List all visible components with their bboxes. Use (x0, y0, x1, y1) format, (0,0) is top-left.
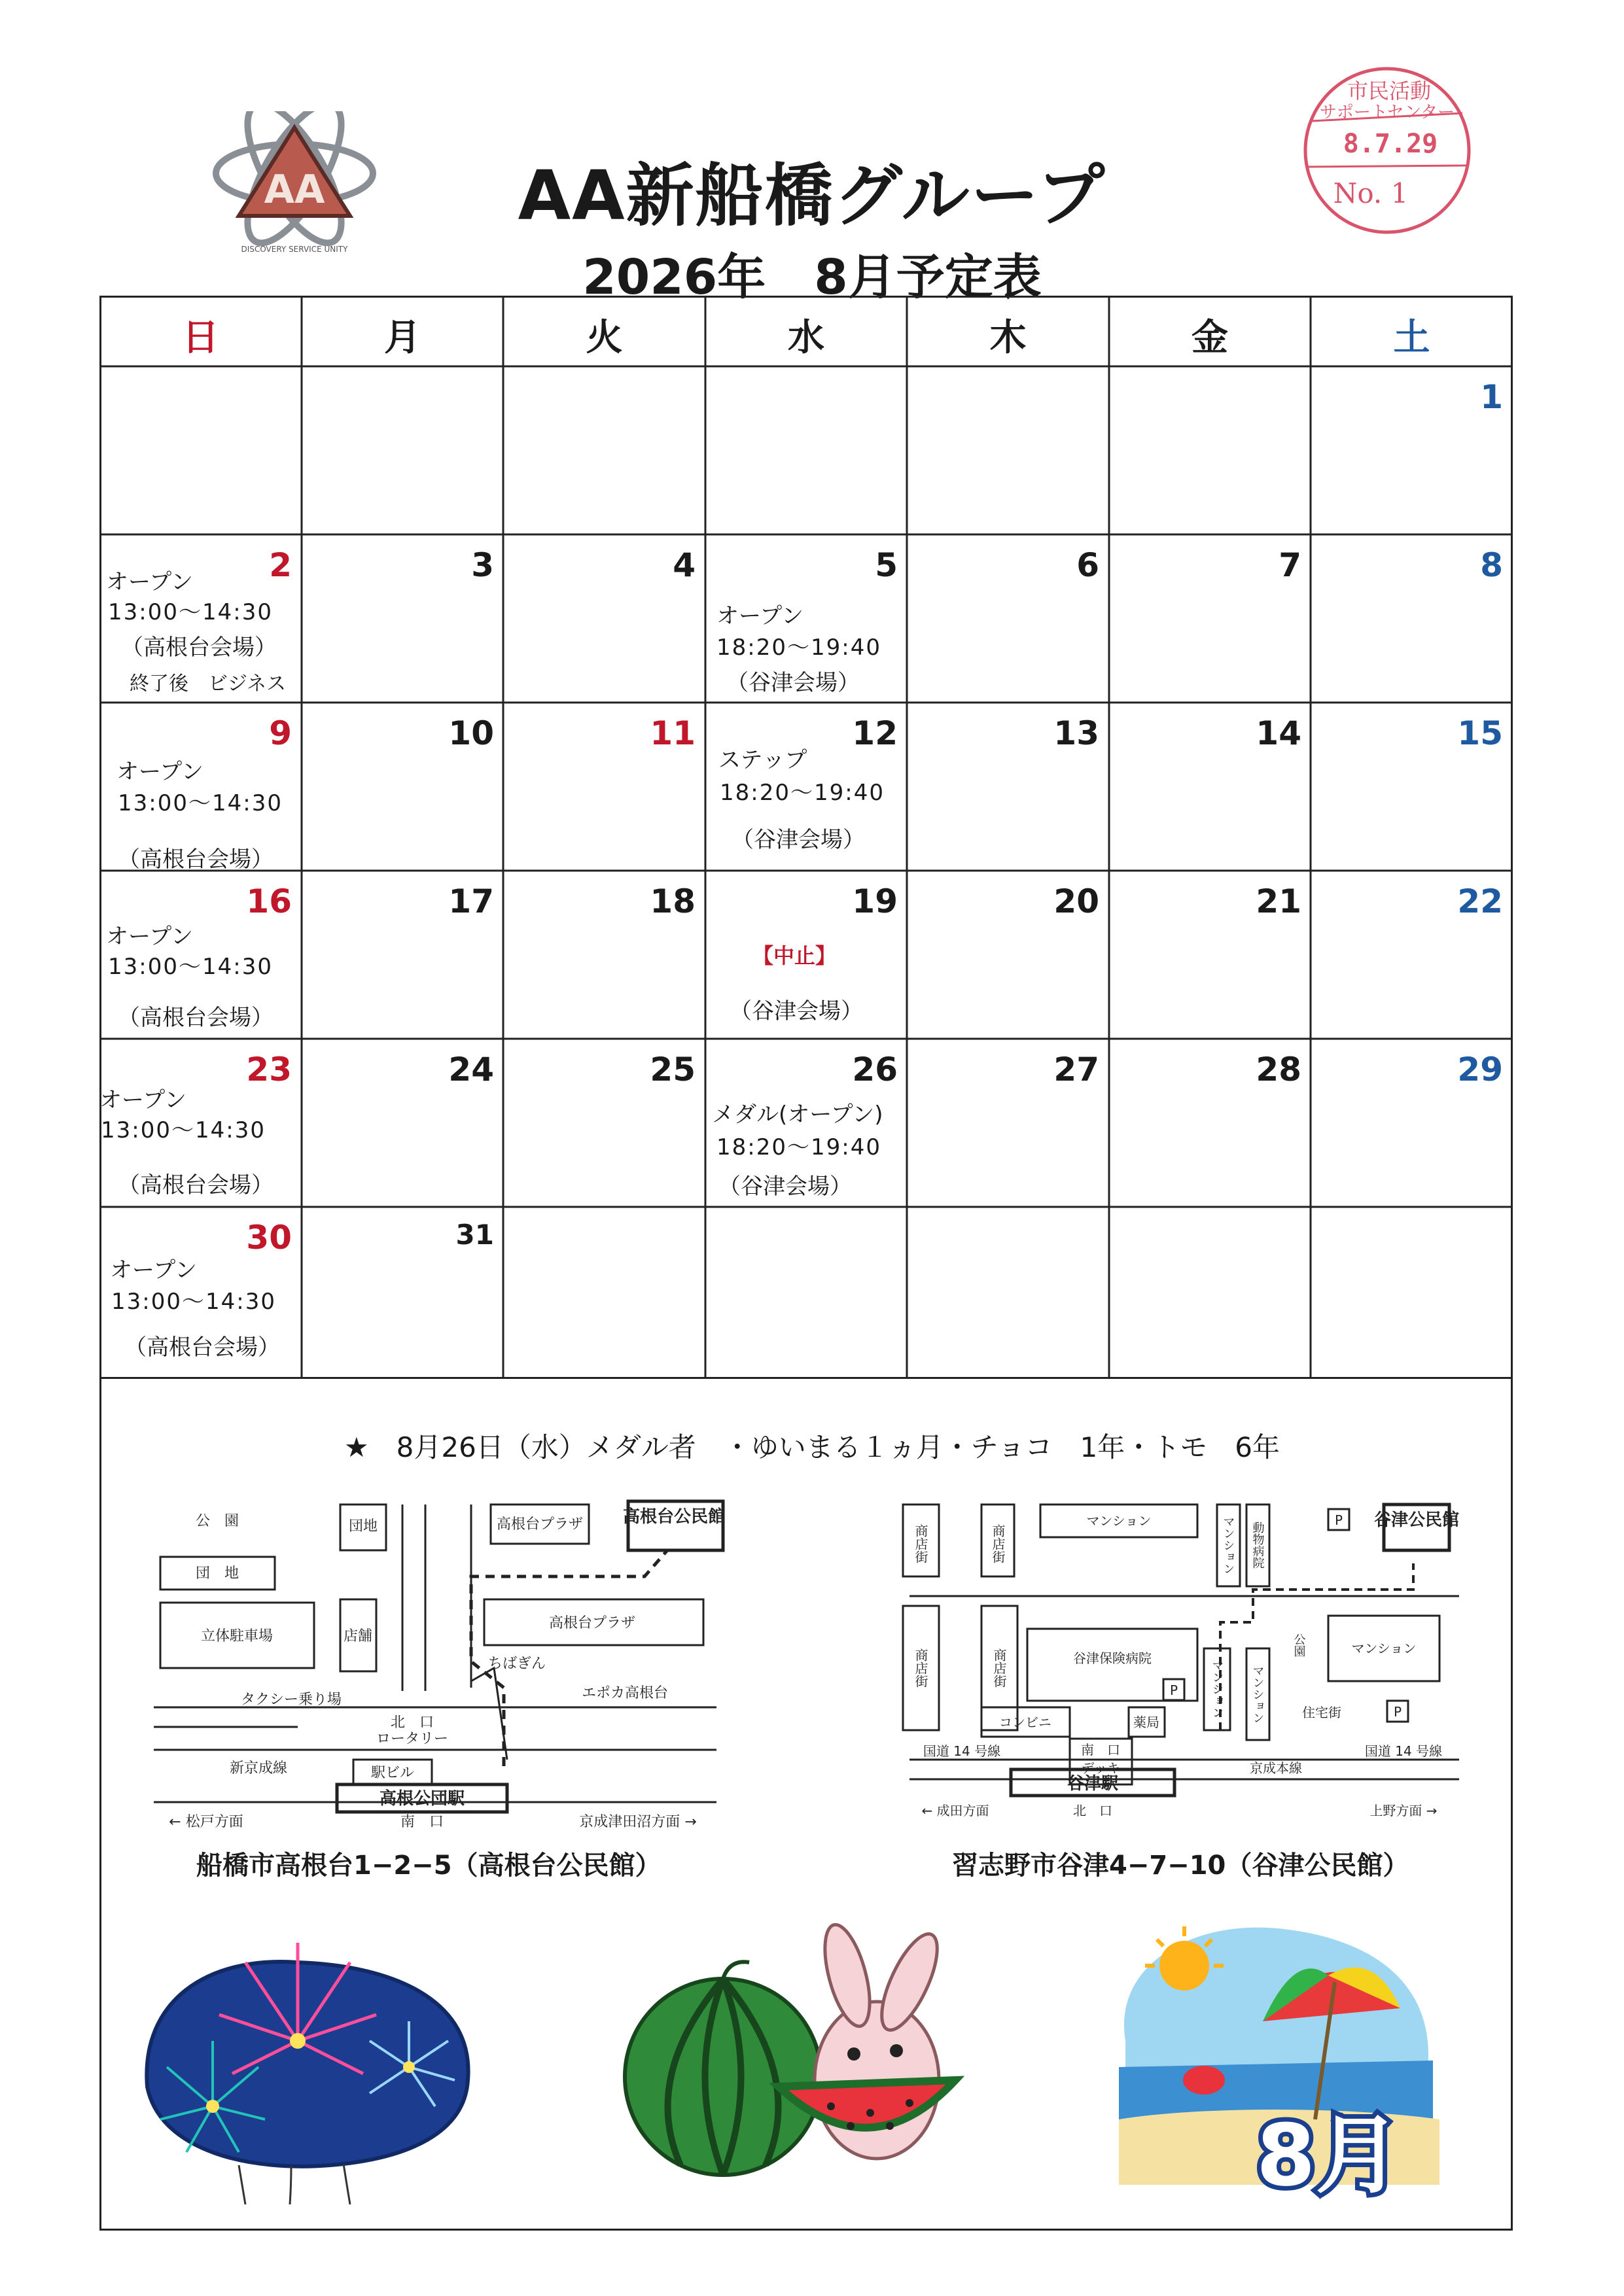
day-number: 21 (1256, 882, 1301, 920)
page-subtitle: 2026年 8月予定表 (582, 249, 1042, 305)
weekday-tue: 火 (586, 317, 623, 359)
svg-text:店舗: 店舗 (343, 1628, 373, 1644)
day-number: 18 (650, 882, 696, 920)
event-time: 18:20～19:40 (716, 635, 881, 661)
day-number: 15 (1457, 714, 1503, 752)
svg-text:← 成田方面: ← 成田方面 (921, 1803, 989, 1818)
weekday-thu: 木 (989, 317, 1027, 359)
day-number: 28 (1256, 1051, 1301, 1088)
day-number: 30 (246, 1219, 292, 1257)
weekday-sat: 土 (1393, 317, 1430, 359)
svg-text:マンション: マンション (1210, 1660, 1224, 1718)
day-number: 31 (455, 1219, 494, 1251)
svg-text:マンション: マンション (1250, 1665, 1265, 1724)
event-venue: （高根台会場） (118, 1005, 274, 1031)
fireworks-illustration (134, 1917, 487, 2204)
svg-text:AA: AA (264, 167, 325, 213)
reception-stamp (1292, 62, 1482, 239)
event-name: オープン (116, 759, 203, 785)
map-yatsu (896, 1491, 1466, 1832)
svg-text:国道 14 号線: 国道 14 号線 (923, 1743, 1001, 1759)
svg-text:商店街: 商店街 (913, 1648, 928, 1688)
svg-text:マンション: マンション (1086, 1513, 1152, 1529)
event-cancelled-badge: 【中止】 (752, 943, 837, 968)
svg-text:ちばぎん: ちばぎん (487, 1656, 546, 1672)
event-time: 13:00～14:30 (108, 954, 273, 980)
day-number: 10 (448, 714, 494, 752)
weekday-mon: 月 (384, 317, 421, 359)
event-name: オープン (106, 569, 193, 595)
svg-text:No. 1: No. 1 (1333, 177, 1409, 209)
day-number: 8 (1480, 546, 1503, 584)
svg-text:薬局: 薬局 (1133, 1714, 1159, 1730)
svg-text:立体駐車場: 立体駐車場 (200, 1628, 274, 1644)
svg-text:商店街: 商店街 (990, 1524, 1006, 1563)
event-time: 13:00～14:30 (101, 1117, 266, 1143)
svg-text:谷津保険病院: 谷津保険病院 (1073, 1650, 1152, 1666)
svg-text:高根台プラザ: 高根台プラザ (496, 1516, 584, 1533)
svg-text:公園: 公園 (1292, 1633, 1306, 1657)
svg-text:ロータリー: ロータリー (376, 1731, 449, 1747)
day-number: 20 (1053, 882, 1099, 920)
svg-text:マンション: マンション (1351, 1641, 1417, 1656)
event-name: メダル(オープン) (712, 1102, 883, 1128)
event-venue: （谷津会場） (732, 827, 865, 853)
day-number: 24 (448, 1051, 494, 1088)
event-venue: （谷津会場） (726, 670, 860, 696)
day-number: 9 (269, 714, 292, 752)
event-venue: （谷津会場） (718, 1174, 852, 1200)
svg-text:新京成線: 新京成線 (229, 1760, 288, 1777)
svg-text:高根公団駅: 高根公団駅 (379, 1789, 465, 1809)
svg-text:団地: 団地 (348, 1518, 378, 1535)
day-number: 29 (1457, 1051, 1503, 1088)
svg-text:南 口: 南 口 (400, 1814, 444, 1830)
day-number: 19 (852, 882, 898, 920)
event-venue: （高根台会場） (118, 846, 274, 873)
day-number: 25 (650, 1051, 696, 1088)
weekday-sun: 日 (182, 317, 219, 359)
day-number: 11 (650, 714, 696, 752)
event-name: オープン (106, 924, 193, 950)
event-time: 13:00～14:30 (111, 1289, 276, 1315)
day-number: 12 (852, 714, 898, 752)
watermelon-rabbit-illustration (615, 1917, 981, 2204)
svg-text:谷津公民館: 谷津公民館 (1373, 1510, 1460, 1530)
day-number: 4 (673, 546, 696, 584)
svg-text:上野方面 →: 上野方面 → (1369, 1803, 1438, 1818)
svg-text:P: P (1169, 1682, 1178, 1698)
day-number: 23 (246, 1051, 292, 1088)
svg-text:マンション: マンション (1221, 1516, 1235, 1574)
svg-text:公 園: 公 園 (195, 1513, 239, 1529)
svg-text:8月: 8月 (1256, 2106, 1401, 2204)
event-name: オープン (99, 1087, 186, 1113)
day-number: 22 (1457, 882, 1503, 920)
svg-text:高根台公民館: 高根台公民館 (622, 1507, 726, 1527)
svg-text:タクシー乗り場: タクシー乗り場 (240, 1692, 342, 1708)
svg-text:京成本線: 京成本線 (1250, 1760, 1302, 1776)
day-number: 13 (1053, 714, 1099, 752)
day-number: 7 (1279, 546, 1301, 584)
day-number: 6 (1076, 546, 1099, 584)
svg-text:サポートセンター: サポートセンター (1319, 103, 1455, 122)
day-number: 1 (1480, 378, 1503, 416)
svg-text:コンビニ: コンビニ (999, 1714, 1051, 1730)
svg-text:エポカ高根台: エポカ高根台 (581, 1685, 669, 1701)
svg-text:P: P (1334, 1512, 1343, 1528)
event-extra: 終了後 ビジネス (130, 672, 287, 695)
svg-text:← 松戸方面: ← 松戸方面 (169, 1814, 243, 1830)
svg-text:北 口: 北 口 (390, 1714, 434, 1731)
event-time: 18:20～19:40 (716, 1134, 881, 1160)
svg-text:動物病院: 動物病院 (1250, 1522, 1265, 1569)
event-time: 13:00～14:30 (108, 599, 273, 625)
svg-text:商店街: 商店街 (913, 1524, 928, 1563)
day-number: 16 (246, 882, 292, 920)
event-time: 13:00～14:30 (118, 790, 283, 816)
day-number: 14 (1256, 714, 1301, 752)
event-venue: （高根台会場） (124, 1334, 280, 1361)
weekday-fri: 金 (1192, 317, 1228, 359)
svg-text:住宅街: 住宅街 (1302, 1705, 1341, 1720)
svg-text:谷津駅: 谷津駅 (1067, 1774, 1119, 1794)
event-time: 18:20～19:40 (720, 780, 885, 806)
address-takanedai: 船橋市高根台1−2−5（高根台公民館） (196, 1851, 662, 1881)
svg-text:市民活動: 市民活動 (1347, 78, 1432, 103)
day-number: 17 (448, 882, 494, 920)
map-takanedai (141, 1491, 730, 1832)
event-name: オープン (716, 603, 803, 629)
svg-text:商店街: 商店街 (991, 1648, 1007, 1688)
event-venue: （高根台会場） (121, 635, 277, 661)
svg-text:デッキ: デッキ (1081, 1760, 1120, 1776)
event-venue: （谷津会場） (730, 998, 863, 1024)
svg-text:8.7.29: 8.7.29 (1343, 129, 1438, 159)
day-number: 5 (875, 546, 898, 584)
weekday-wed: 水 (788, 317, 824, 359)
address-yatsu: 習志野市谷津4−7−10（谷津公民館） (952, 1851, 1409, 1881)
svg-text:駅ビル: 駅ビル (370, 1765, 415, 1781)
medal-note: ★ 8月26日（水）メダル者 ・ゆいまる１ヵ月・チョコ 1年・トモ 6年 (344, 1431, 1280, 1463)
event-name: オープン (110, 1257, 197, 1283)
day-number: 26 (852, 1051, 898, 1088)
event-name: ステップ (718, 747, 807, 773)
day-number: 2 (269, 546, 292, 584)
svg-text:高根台プラザ: 高根台プラザ (548, 1615, 636, 1631)
svg-text:P: P (1393, 1704, 1402, 1720)
day-number: 27 (1053, 1051, 1099, 1088)
event-venue: （高根台会場） (118, 1172, 274, 1198)
august-beach-illustration (1099, 1910, 1453, 2204)
svg-text:北 口: 北 口 (1073, 1803, 1112, 1818)
page-title: AA新船橋グループ (518, 156, 1106, 235)
svg-text:DISCOVERY SERVICE UNITY: DISCOVERY SERVICE UNITY (241, 245, 348, 254)
day-number: 3 (471, 546, 494, 584)
svg-text:京成津田沼方面 →: 京成津田沼方面 → (579, 1814, 697, 1830)
svg-text:国道 14 号線: 国道 14 号線 (1364, 1743, 1443, 1759)
svg-text:団 地: 団 地 (195, 1565, 239, 1582)
svg-text:南 口: 南 口 (1081, 1742, 1120, 1758)
